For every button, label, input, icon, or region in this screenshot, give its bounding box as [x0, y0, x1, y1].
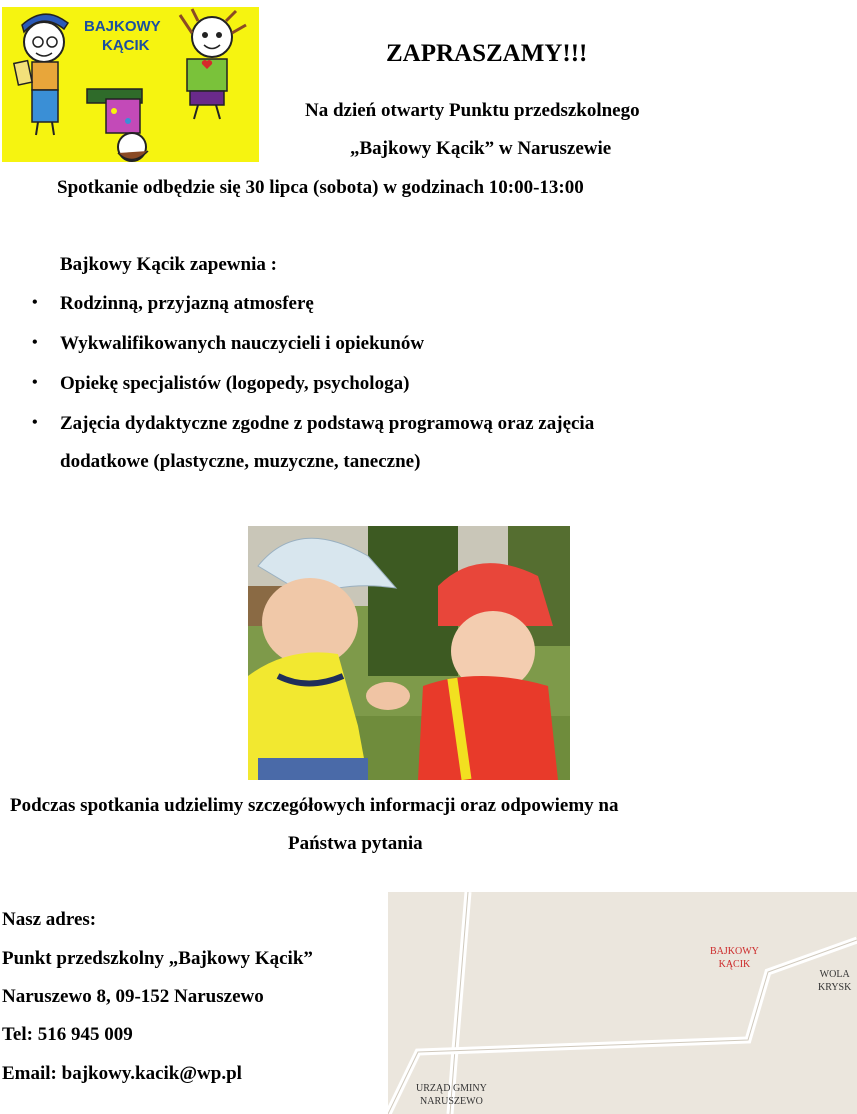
page-title: ZAPRASZAMY!!!: [386, 40, 588, 67]
map-label-wola-krysk: [818, 968, 851, 994]
map-label-bajkowy-kacik: [710, 945, 759, 971]
logo-text-line2: KĄCIK: [102, 37, 150, 54]
children-photo: [248, 526, 570, 780]
list-item: Zajęcia dydaktyczne zgodne z podstawą programową oraz zajęcia: [60, 413, 595, 434]
intro-line-1: Na dzień otwarty Punktu przedszkolnego: [305, 100, 640, 121]
address-phone: Tel: 516 945 009: [2, 1024, 133, 1045]
map-urzad-line1: URZĄD GMINY: [416, 1083, 487, 1094]
map-wola-line2: KRYSK: [818, 982, 852, 993]
bullet-marker: •: [32, 294, 38, 311]
location-map: [388, 892, 857, 1114]
address-name: Punkt przedszkolny „Bajkowy Kącik”: [2, 948, 313, 969]
meeting-date: Spotkanie odbędzie się 30 lipca (sobota) w godzinach 10:00-13:00: [57, 177, 584, 198]
bullet-marker: •: [32, 334, 38, 351]
bajkowy-kacik-logo: [2, 7, 259, 162]
map-pin-line2: KĄCIK: [718, 959, 751, 970]
address-street: Naruszewo 8, 09-152 Naruszewo: [2, 986, 264, 1007]
map-label-urzad-gminy: [416, 1082, 487, 1108]
info-line-2: Państwa pytania: [288, 833, 423, 854]
logo-illustration: [2, 7, 259, 162]
provides-heading: Bajkowy Kącik zapewnia :: [60, 254, 277, 275]
map-wola-line1: WOLA: [819, 969, 850, 980]
bullet-marker: •: [32, 374, 38, 391]
map-pin-line1: BAJKOWY: [710, 946, 759, 957]
address-email: Email: bajkowy.kacik@wp.pl: [2, 1063, 242, 1084]
list-item-continuation: dodatkowe (plastyczne, muzyczne, taneczne): [60, 451, 421, 472]
photo-illustration: [248, 526, 570, 780]
list-item: Rodzinną, przyjazną atmosferę: [60, 293, 314, 314]
list-item: Wykwalifikowanych nauczycieli i opiekunów: [60, 333, 425, 354]
info-line-1: Podczas spotkania udzielimy szczegółowych informacji oraz odpowiemy na: [10, 795, 619, 816]
map-urzad-line2: NARUSZEWO: [420, 1096, 483, 1107]
address-heading: Nasz adres:: [2, 909, 97, 930]
bullet-marker: •: [32, 414, 38, 431]
logo-text-line1: BAJKOWY: [84, 18, 161, 35]
map-roads: [388, 892, 857, 1114]
intro-line-2: „Bajkowy Kącik” w Naruszewie: [350, 138, 612, 159]
list-item: Opiekę specjalistów (logopedy, psychologa): [60, 373, 410, 394]
